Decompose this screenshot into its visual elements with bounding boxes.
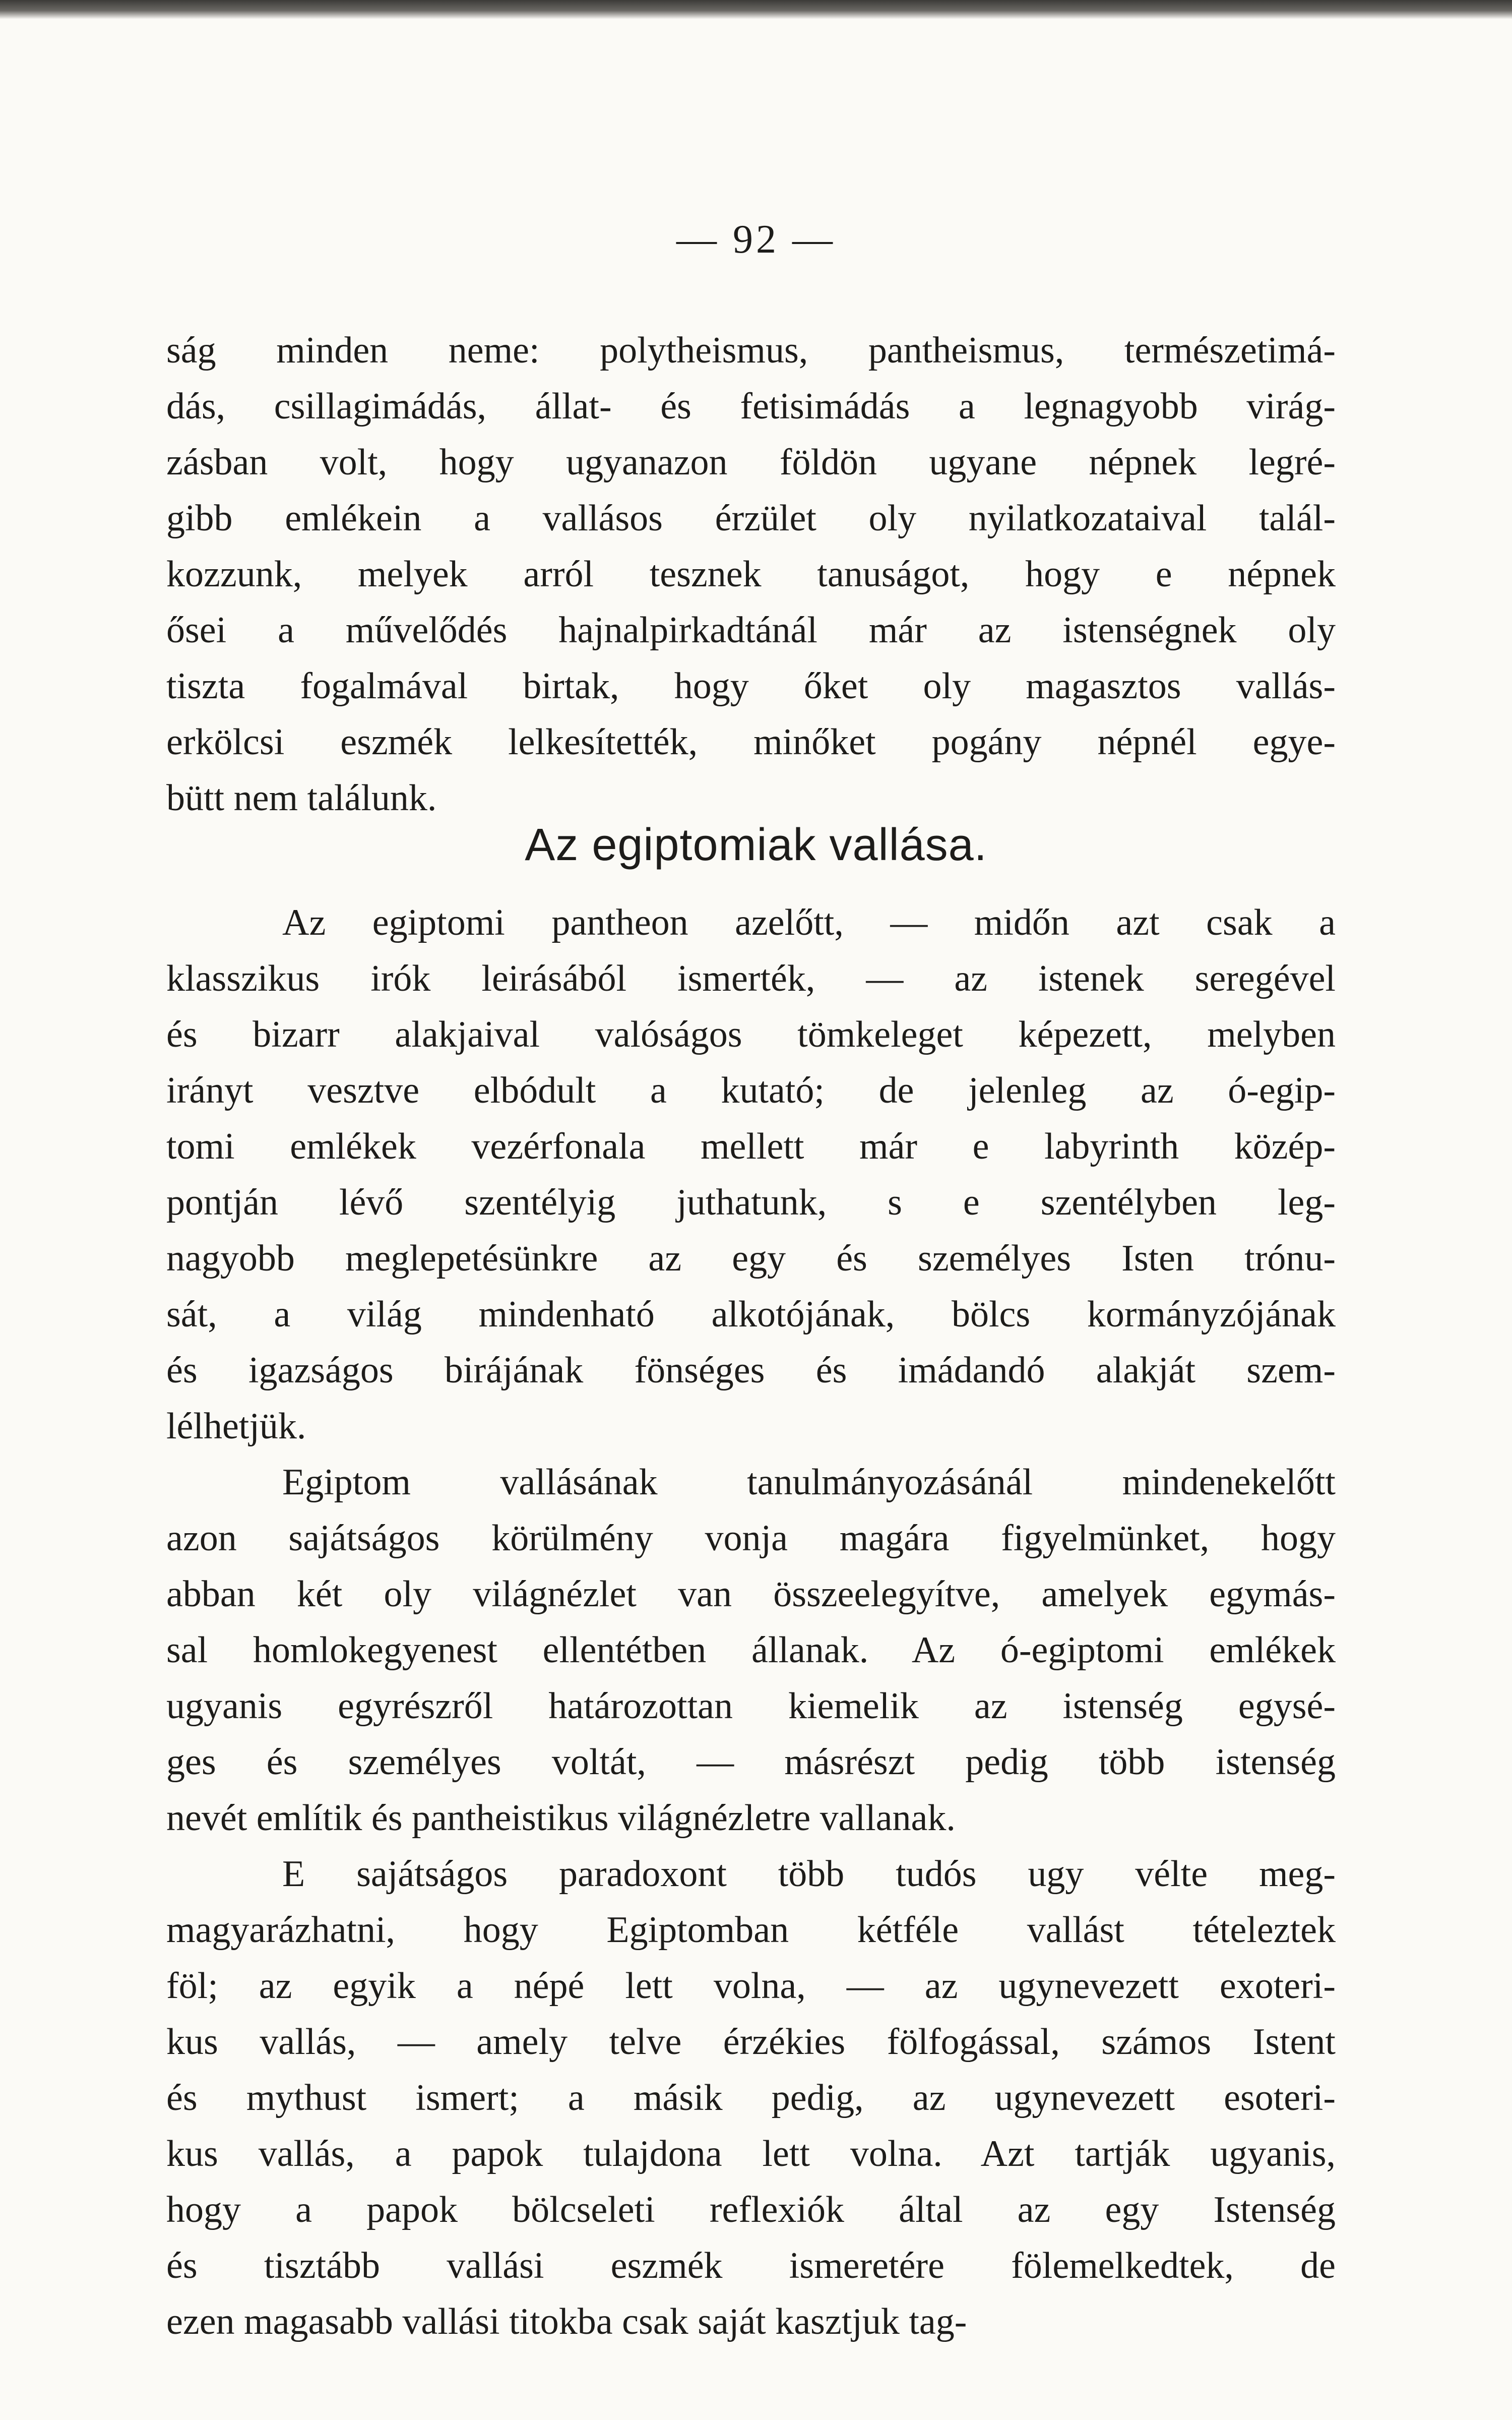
text-line: ugyanis egyrészről határozottan kiemelik az istenség egysé- <box>166 1685 1336 1727</box>
text-line: zásban volt, hogy ugyanazon földön ugyane népnek legré- <box>166 442 1336 483</box>
text-line: tiszta fogalmával birtak, hogy őket oly magasztos vallás- <box>166 666 1336 707</box>
text-line: erkölcsi eszmék lelkesítették, minőket pogány népnél egye- <box>166 721 1336 763</box>
text-line: klasszikus irók leirásából ismerték, — az istenek seregével <box>166 958 1336 999</box>
text-line: és bizarr alakjaival valóságos tömkeleget képezett, melyben <box>166 1014 1336 1055</box>
text-line: ges és személyes voltát, — másrészt pedig több istenség <box>166 1741 1336 1783</box>
text-line: kus vallás, a papok tulajdona lett volna. Azt tartják ugyanis, <box>166 2133 1336 2174</box>
text-line: azon sajátságos körülmény vonja magára figyelmünket, hogy <box>166 1518 1336 1559</box>
text-line: magyarázhatni, hogy Egiptomban kétféle vallást tételeztek <box>166 1909 1336 1951</box>
text-line: bütt nem találunk. <box>166 777 437 819</box>
text-line: gibb emlékein a vallásos érzület oly nyilatkozataival talál- <box>166 498 1336 539</box>
scan-top-edge <box>0 0 1512 19</box>
text-line: tomi emlékek vezérfonala mellett már e labyrinth közép- <box>166 1126 1336 1167</box>
text-line: ság minden neme: polytheismus, pantheismus, természetimá- <box>166 330 1336 371</box>
text-line: kus vallás, — amely telve érzékies fölfogással, számos Istent <box>166 2021 1336 2063</box>
text-line: ezen magasabb vallási titokba csak saját kasztjuk tag- <box>166 2301 967 2342</box>
text-line: kozzunk, melyek arról tesznek tanuságot, hogy e népnek <box>166 554 1336 595</box>
section-body <box>166 895 1336 2350</box>
text-line: nagyobb meglepetésünkre az egy és személyes Isten trónu- <box>166 1238 1336 1279</box>
page-number: — 92 — <box>676 217 836 262</box>
text-line: hogy a papok bölcseleti reflexiók által az egy Istenség <box>166 2189 1336 2230</box>
text-line: és igazságos birájának fönséges és imádandó alakját szem- <box>166 1350 1336 1391</box>
paragraph-intro <box>166 323 1336 826</box>
text-line: lélhetjük. <box>166 1406 306 1447</box>
text-line: Egiptom vallásának tanulmányozásánál mindenekelőtt <box>282 1462 1336 1503</box>
text-line: sal homlokegyenest ellentétben állanak. Az ó-egiptomi emlékek <box>166 1629 1336 1671</box>
text-line: sát, a világ mindenható alkotójának, bölcs kormányzójának <box>166 1294 1336 1335</box>
section-heading: Az egiptomiak vallása. <box>525 820 987 870</box>
text-line: és tisztább vallási eszmék ismeretére fölemelkedtek, de <box>166 2245 1336 2286</box>
text-line: abban két oly világnézlet van összeelegyítve, amelyek egymás- <box>166 1574 1336 1615</box>
text-line: irányt vesztve elbódult a kutató; de jelenleg az ó-egip- <box>166 1070 1336 1111</box>
text-line: dás, csillagimádás, állat- és fetisimádás a legnagyobb virág- <box>166 386 1336 427</box>
text-line: föl; az egyik a népé lett volna, — az ugynevezett exoteri- <box>166 1965 1336 2007</box>
text-line: nevét említik és pantheistikus világnézletre vallanak. <box>166 1797 956 1839</box>
text-line: ősei a művelődés hajnalpirkadtánál már az istenségnek oly <box>166 610 1336 651</box>
text-line: pontján lévő szentélyig juthatunk, s e szentélyben leg- <box>166 1182 1336 1223</box>
text-line: E sajátságos paradoxont több tudós ugy vélte meg- <box>282 1853 1336 1895</box>
text-line: Az egiptomi pantheon azelőtt, — midőn azt csak a <box>282 902 1336 943</box>
text-line: és mythust ismert; a másik pedig, az ugynevezett esoteri- <box>166 2077 1336 2119</box>
